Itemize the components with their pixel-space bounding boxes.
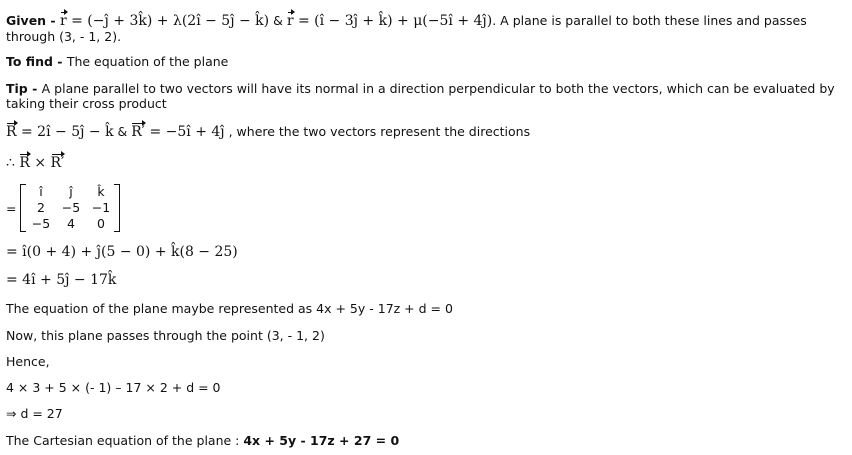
given-line <box>6 13 846 44</box>
matrix-cell: î <box>39 184 43 199</box>
vectors-line: R = 2î − 5ĵ − k̂ & R′ = −5î + 4ĵ , where the two vectors represent the directions <box>6 124 531 140</box>
matrix-cell: 2 <box>37 200 45 215</box>
d-value-line: ⇒ d = 27 <box>6 406 63 421</box>
final-answer: 4x + 5y - 17z + 27 = 0 <box>243 433 400 448</box>
matrix-equals: = <box>6 201 17 216</box>
tip-line <box>6 81 846 111</box>
normal-vector-result: = 4î + 5ĵ − 17k̂ <box>6 272 117 288</box>
matrix-cell: 4 <box>67 216 75 231</box>
given-label: Given - <box>6 13 60 28</box>
vectors-text: , where the two vectors represent the directions <box>224 124 531 139</box>
tip-text: A plane parallel to two vectors will have its normal in a direction perpendicular to both the vectors, which can be evaluated by taking their cross product <box>6 81 835 111</box>
final-label: The Cartesian equation of the plane : <box>6 433 244 448</box>
tip-label: Tip - <box>6 81 42 96</box>
expansion-step: = î(0 + 4) + ĵ(5 − 0) + k̂(8 − 25) <box>6 244 238 260</box>
vector-r: R <box>6 124 17 140</box>
equation-line-2: r = (î − 3ĵ + k̂) + μ(−5î + 4ĵ) <box>286 13 493 29</box>
hence-text: Hence, <box>6 354 50 369</box>
matrix-cell: −5 <box>31 216 51 231</box>
substitution-line: 4 × 3 + 5 × (- 1) – 17 × 2 + d = 0 <box>6 380 221 395</box>
cross-product-line: ∴ R × R′ <box>6 155 65 171</box>
ampersand: & <box>269 13 287 28</box>
equation-line-1: r = (−ĵ + 3k̂) + λ(2î − 5ĵ − k̂) <box>59 13 270 29</box>
to-find-label: To find - <box>6 54 67 69</box>
given-text: . A plane is parallel to both these lines and passes through (3, - 1, 2). <box>6 13 807 44</box>
matrix-cell: ĵ <box>69 184 73 199</box>
matrix-cell: k̂ <box>97 184 105 199</box>
vector-r-prime: R′ <box>131 124 145 140</box>
plane-equation-form: The equation of the plane maybe represented as 4x + 5y - 17z + d = 0 <box>6 301 453 316</box>
matrix-cell: 0 <box>97 216 105 231</box>
matrix-cell: −5 <box>61 200 81 215</box>
to-find-text: The equation of the plane <box>66 54 229 69</box>
matrix-cell: −1 <box>91 200 111 215</box>
final-answer-line <box>6 433 846 448</box>
to-find-line <box>6 54 846 69</box>
point-statement: Now, this plane passes through the point (3, - 1, 2) <box>6 328 325 343</box>
